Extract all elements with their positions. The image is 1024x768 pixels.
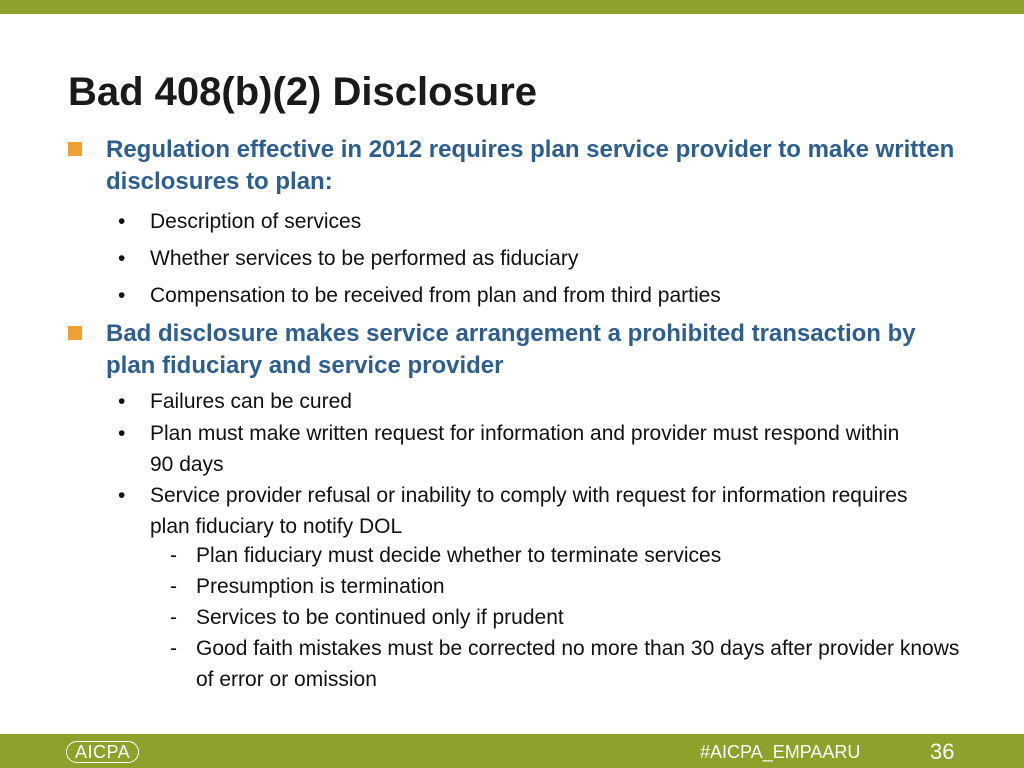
list-item: [118, 243, 910, 274]
footer-hashtag: #AICPA_EMPAARU: [700, 742, 861, 762]
bullet-dot-icon: •: [118, 210, 126, 233]
list-item: [118, 386, 910, 417]
footer-bar: [0, 734, 1024, 768]
square-bullet-icon: [68, 326, 82, 340]
sub-list-item-text: Good faith mistakes must be corrected no more than 30 days after provider knows of error or omission: [196, 637, 960, 691]
bullet-dot-icon: •: [118, 390, 126, 413]
bullet-dot-icon: •: [118, 422, 126, 445]
section-text: Bad disclosure makes service arrangement a prohibited transaction by plan fiduciary and service provider: [106, 320, 916, 379]
top-accent-bar: [0, 0, 1024, 14]
list-item-text: Service provider refusal or inability to comply with request for information requires plan fiduciary to notify DOL: [150, 484, 908, 538]
list-item-text: Description of services: [150, 210, 362, 233]
section-bullet: [106, 134, 966, 198]
section-text: Regulation effective in 2012 requires plan service provider to make written disclosures to plan:: [106, 136, 955, 195]
slide-title: Bad 408(b)(2) Disclosure: [68, 70, 538, 114]
section-bullet: [106, 318, 966, 382]
square-bullet-icon: [68, 142, 82, 156]
sub-list-item: [170, 571, 976, 602]
page-number: 36: [930, 739, 955, 764]
dash-bullet-icon: -: [170, 637, 177, 660]
sub-list-item: [170, 633, 976, 695]
list-item-text: Whether services to be performed as fiduciary: [150, 247, 579, 270]
sub-list-item-text: Services to be continued only if prudent: [196, 606, 564, 629]
dash-bullet-icon: -: [170, 544, 177, 567]
bullet-dot-icon: •: [118, 284, 126, 307]
list-item-text: Plan must make written request for information and provider must respond within 90 days: [150, 422, 900, 476]
bullet-dot-icon: •: [118, 247, 126, 270]
dash-bullet-icon: -: [170, 575, 177, 598]
bullet-dot-icon: •: [118, 484, 126, 507]
sub-list-item-text: Presumption is termination: [196, 575, 445, 598]
sub-list-item-text: Plan fiduciary must decide whether to terminate services: [196, 544, 722, 567]
dash-bullet-icon: -: [170, 606, 177, 629]
list-item: [118, 480, 910, 542]
sub-list-item: [170, 602, 976, 633]
list-item: [118, 418, 910, 480]
list-item: [118, 280, 910, 311]
list-item: [118, 206, 910, 237]
list-item-text: Compensation to be received from plan and from third parties: [150, 284, 721, 307]
aicpa-logo: AICPA: [66, 741, 139, 763]
list-item-text: Failures can be cured: [150, 390, 352, 413]
sub-list-item: [170, 540, 976, 571]
